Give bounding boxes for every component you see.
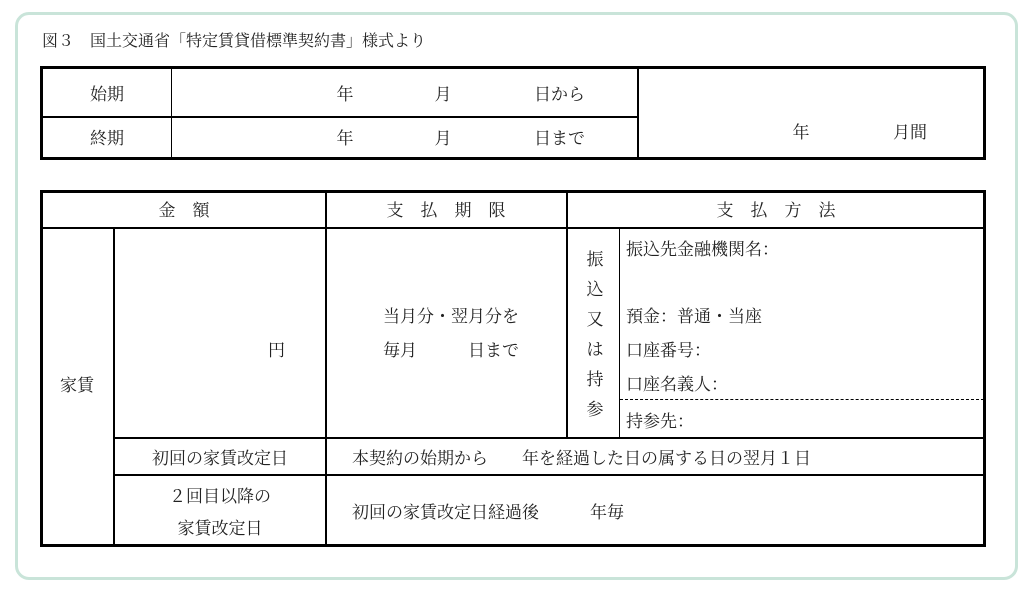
end-until-label: 日まで [534, 129, 585, 149]
header-amount: 金 額 [158, 201, 210, 221]
rent-label: 家賃 [60, 376, 94, 396]
method-char-4: は [586, 340, 604, 360]
start-year-label: 年 [336, 85, 354, 105]
header-deadline: 支 払 期 限 [386, 201, 506, 221]
bring-to-label: 持参先： [626, 412, 694, 432]
account-number-label: 口座番号： [626, 341, 711, 361]
yen-label: 円 [268, 341, 285, 361]
start-label: 始期 [90, 85, 124, 105]
figure-frame [15, 12, 1018, 580]
second-revision-label-line1: ２回目以降の [169, 487, 271, 507]
transfer-bank-label: 振込先金融機関名： [626, 240, 779, 260]
end-year-label: 年 [336, 129, 354, 149]
deadline-line2: 毎月 日まで [383, 341, 519, 361]
duration-month-label: 月間 [893, 123, 927, 143]
deposit-label: 預金：普通・当座 [626, 307, 762, 327]
first-revision-value: 本契約の始期から 年を経過した日の属する日の翌月１日 [352, 449, 811, 469]
method-char-5: 持 [586, 370, 604, 390]
first-revision-label: 初回の家賃改定日 [152, 449, 288, 469]
second-revision-label-line2: 家賃改定日 [177, 519, 263, 539]
caption-label: 図３ [42, 31, 75, 50]
method-char-6: 参 [586, 400, 604, 420]
start-from-label: 日から [534, 85, 585, 105]
deadline-line1: 当月分・翌月分を [383, 307, 519, 327]
method-char-3: 又 [586, 310, 604, 330]
duration-year-label: 年 [792, 123, 810, 143]
end-month-label: 月 [434, 129, 452, 149]
header-method: 支 払 方 法 [716, 201, 836, 221]
figure-caption [42, 28, 426, 51]
end-label: 終期 [90, 129, 124, 149]
method-char-2: 込 [586, 280, 604, 300]
method-char-1: 振 [586, 250, 604, 270]
start-month-label: 月 [434, 85, 452, 105]
caption-text: 国土交通省「特定賃貸借標準契約書」様式より [90, 31, 427, 50]
account-holder-label: 口座名義人： [626, 375, 728, 395]
second-revision-value: 初回の家賃改定日経過後 年毎 [352, 503, 624, 523]
